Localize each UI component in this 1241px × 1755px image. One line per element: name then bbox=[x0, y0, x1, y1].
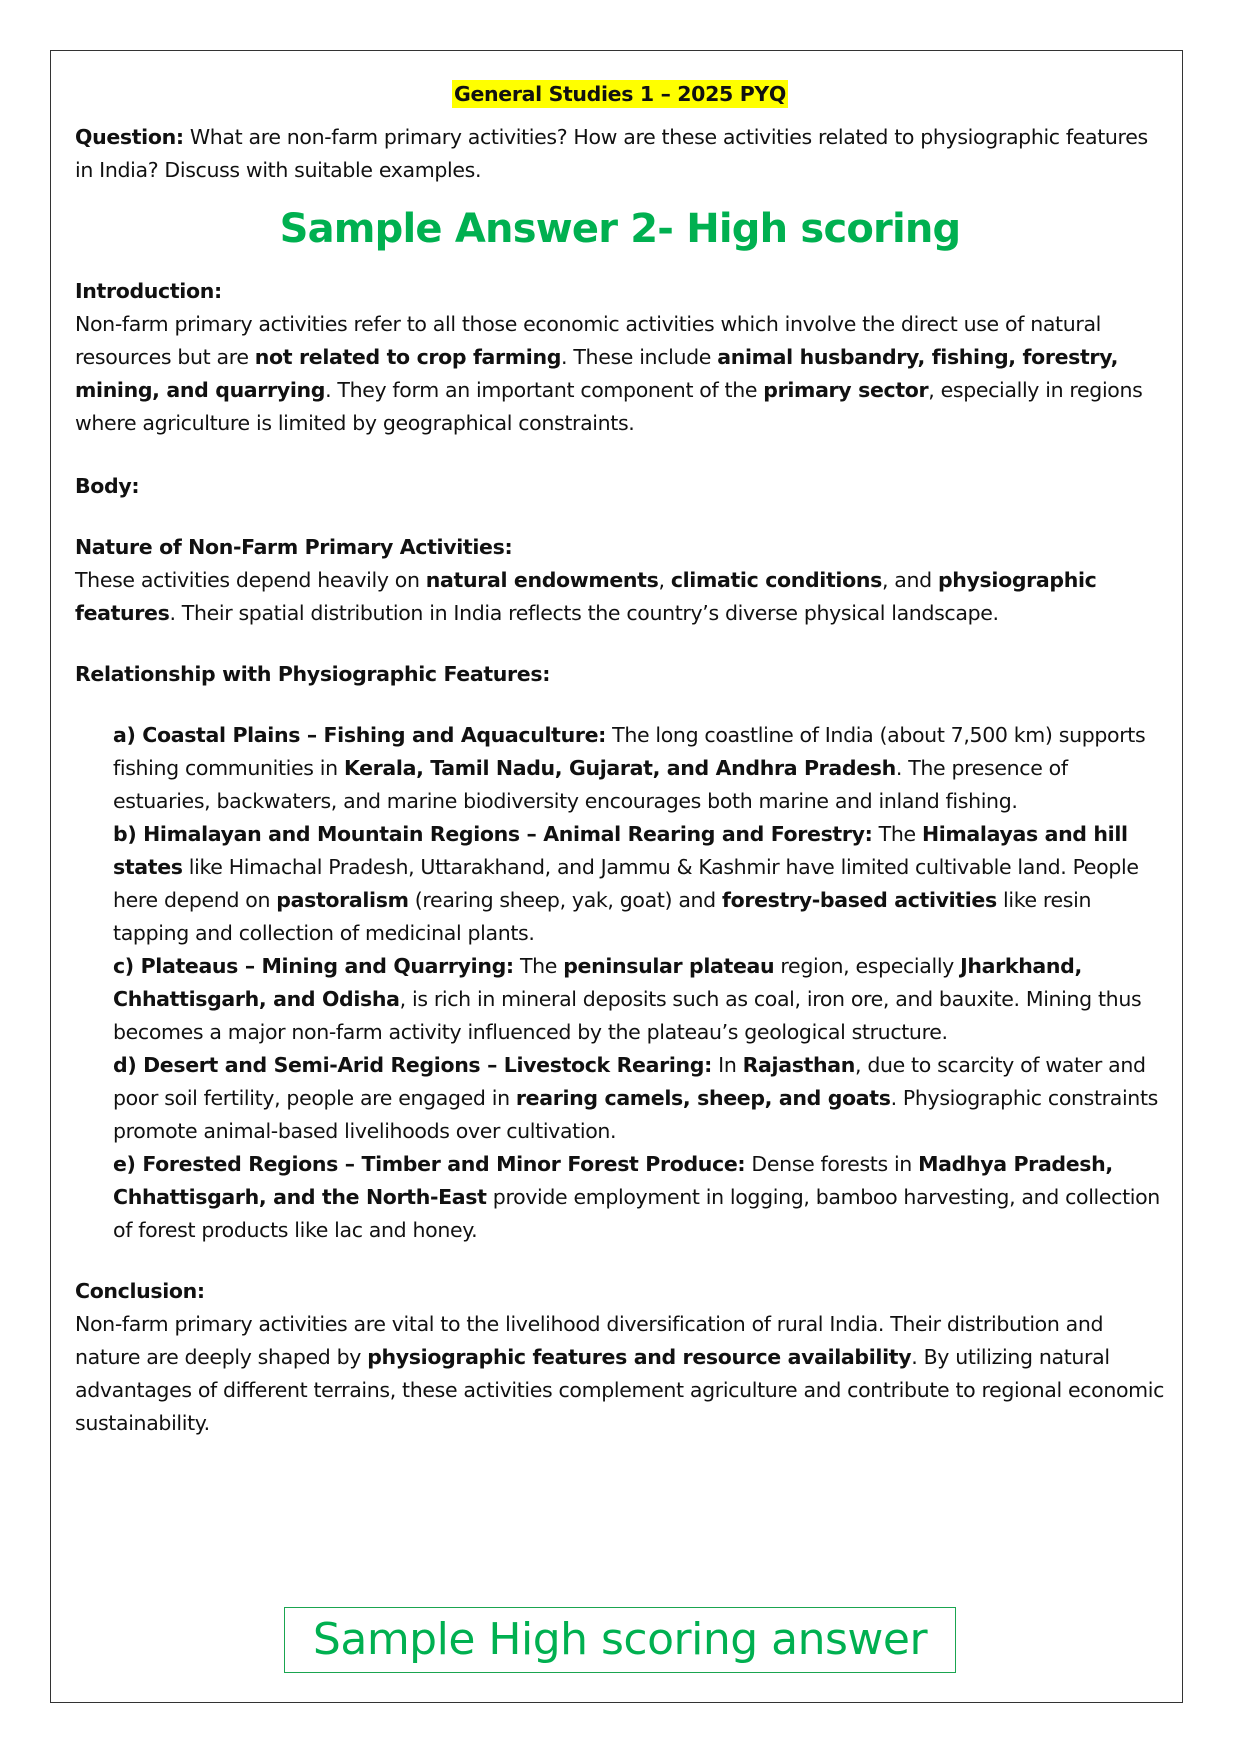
list-item bbox=[113, 818, 1165, 950]
bold-run: not related to crop farming bbox=[254, 345, 562, 369]
list-item bbox=[113, 719, 1165, 818]
list-item bbox=[113, 1148, 1165, 1247]
bold-run: climatic conditions bbox=[670, 568, 882, 592]
text-run: like Himachal Pradesh, Uttarakhand, and Jammu & Kashmir have limited cultivable land. People here depend on bbox=[113, 855, 1139, 912]
document-content bbox=[75, 78, 1165, 1440]
document-header bbox=[75, 78, 1165, 111]
text-run: like resin tapping and collection of medicinal plants. bbox=[113, 888, 1092, 945]
point-title: e) Forested Regions – Timber and Minor Forest Produce: bbox=[113, 1152, 746, 1176]
text-run: , due to scarcity of water and poor soil fertility, people are engaged in bbox=[113, 1053, 1146, 1110]
text-run: The bbox=[872, 822, 922, 846]
answer-title: Sample Answer 2- High scoring bbox=[279, 206, 961, 252]
bold-run: forestry-based activities bbox=[722, 888, 997, 912]
paper-title: General Studies 1 – 2025 PYQ bbox=[454, 82, 786, 106]
text-run: . The presence of estuaries, backwaters, and marine biodiversity encourages both marine and inland fishing. bbox=[113, 756, 1068, 813]
text-run: . Their spatial distribution in India reflects the country’s diverse physical landscape. bbox=[169, 601, 999, 625]
bold-run: rearing camels, sheep, and goats bbox=[515, 1086, 891, 1110]
introduction-paragraph bbox=[75, 308, 1165, 440]
text-run: , and bbox=[881, 568, 938, 592]
point-title: a) Coastal Plains – Fishing and Aquaculture: bbox=[113, 723, 606, 747]
text-run: , especially in regions where agriculture is limited by geographical constraints. bbox=[75, 378, 1143, 435]
body-heading: Body: bbox=[75, 474, 140, 498]
point-title: d) Desert and Semi-Arid Regions – Livestock Rearing: bbox=[113, 1053, 712, 1077]
list-item bbox=[113, 950, 1165, 1049]
text-run: The long coastline of India (about 7,500 km) supports fishing communities in bbox=[113, 723, 1146, 780]
point-title: c) Plateaus – Mining and Quarrying: bbox=[113, 954, 514, 978]
bold-run: Kerala, Tamil Nadu, Gujarat, and Andhra Pradesh bbox=[343, 756, 896, 780]
watermark-text: Sample High scoring answer bbox=[312, 1614, 928, 1665]
bold-run: Himalayas and hill states bbox=[113, 822, 1128, 879]
bold-run: Madhya Pradesh, Chhattisgarh, and the North-East bbox=[113, 1152, 1113, 1209]
bold-run: physiographic features bbox=[75, 568, 1097, 625]
conclusion-paragraph bbox=[75, 1308, 1165, 1440]
text-run: , is rich in mineral deposits such as coal, iron ore, and bauxite. Mining thus becomes a major non-farm activity influenced by the plateau’s geological structure. bbox=[113, 987, 1142, 1044]
conclusion-heading: Conclusion: bbox=[75, 1279, 205, 1303]
bold-run: primary sector bbox=[763, 378, 929, 402]
text-run: These activities depend heavily on bbox=[75, 568, 426, 592]
bold-run: natural endowments bbox=[425, 568, 659, 592]
bold-run: Jharkhand, Chhattisgarh, and Odisha bbox=[113, 954, 1082, 1011]
question-label: Question: bbox=[75, 125, 184, 149]
question-text: What are non-farm primary activities? How are these activities related to physiographic features in India? Discuss with suitable examples. bbox=[75, 125, 1148, 182]
text-run: Non-farm primary activities are vital to the livelihood diversification of rural India. Their distribution and nature are deeply shaped by bbox=[75, 1312, 1104, 1369]
text-run: In bbox=[711, 1053, 743, 1077]
list-item bbox=[113, 1049, 1165, 1148]
text-run: region, especially bbox=[774, 954, 961, 978]
text-run: Non-farm primary activities refer to all those economic activities which involve the direct use of natural resources but are bbox=[75, 312, 1102, 369]
question bbox=[75, 121, 1165, 187]
bold-run: pastoralism bbox=[276, 888, 409, 912]
bold-run: animal husbandry, fishing, forestry, mining, and quarrying bbox=[75, 345, 1119, 402]
text-run: The bbox=[513, 954, 564, 978]
nature-paragraph bbox=[75, 564, 1165, 630]
text-run: . By utilizing natural advantages of different terrains, these activities complement agriculture and contribute to regional economic sustainability. bbox=[75, 1345, 1165, 1435]
bold-run: peninsular plateau bbox=[563, 954, 775, 978]
relationship-heading: Relationship with Physiographic Features: bbox=[75, 662, 551, 686]
text-run: . Physiographic constraints promote animal-based livelihoods over cultivation. bbox=[113, 1086, 1158, 1143]
text-run: provide employment in logging, bamboo harvesting, and collection of forest products like lac and honey. bbox=[113, 1185, 1160, 1242]
text-run: , bbox=[658, 568, 671, 592]
introduction-heading: Introduction: bbox=[75, 279, 222, 303]
point-title: b) Himalayan and Mountain Regions – Animal Rearing and Forestry: bbox=[113, 822, 873, 846]
text-run: . These include bbox=[561, 345, 718, 369]
nature-heading: Nature of Non-Farm Primary Activities: bbox=[75, 535, 513, 559]
text-run: . They form an important component of the bbox=[325, 378, 764, 402]
bold-run: Rajasthan bbox=[742, 1053, 855, 1077]
physiographic-points-list bbox=[75, 719, 1165, 1247]
text-run: (rearing sheep, yak, goat) and bbox=[408, 888, 723, 912]
bold-run: physiographic features and resource availability bbox=[367, 1345, 912, 1369]
text-run: Dense forests in bbox=[745, 1152, 919, 1176]
